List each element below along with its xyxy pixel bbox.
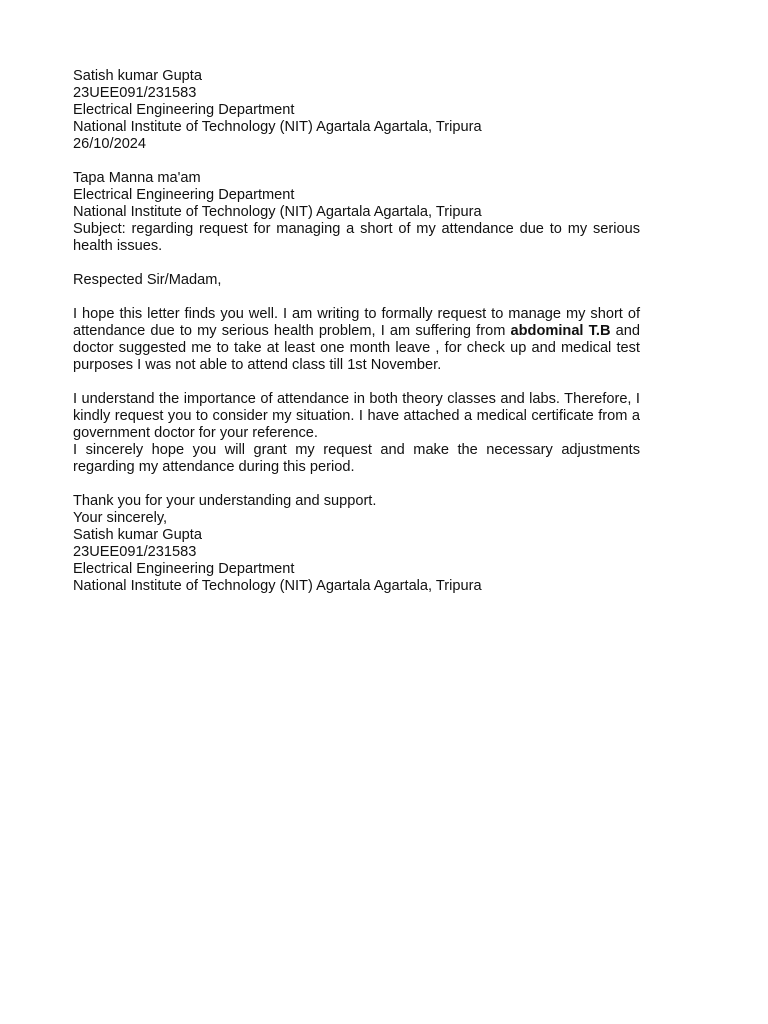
diagnosis-bold: abdominal T.B [510,323,611,339]
salutation: Respected Sir/Madam, [73,272,222,288]
sender-department: Electrical Engineering Department [73,102,295,118]
sender-name: Satish kumar Gupta [73,68,202,84]
recipient-block [73,170,640,221]
body-paragraph-3: I sincerely hope you will grant my request and make the necessary adjustments regarding my attendance during this period. [73,442,640,475]
recipient-department: Electrical Engineering Department [73,187,295,203]
spacer [73,153,640,170]
signature-name: Satish kumar Gupta [73,527,202,543]
closing-block [73,493,640,595]
sender-block [73,68,640,153]
recipient-name: Tapa Manna ma'am [73,170,201,186]
signature-department: Electrical Engineering Department [73,561,295,577]
signature-institute: National Institute of Technology (NIT) Agartala Agartala, Tripura [73,578,482,594]
spacer [73,476,640,493]
spacer [73,255,640,272]
body-p1-text-end: and doctor suggested me to take at least one month leave , for check up and medical test purposes I was not able to attend class till 1st November. [73,323,641,373]
body-p1-text-start: I hope this letter finds you well. I am writing to formally request to manage my short of attendance due to my serious health problem, I am suffering from [73,306,640,339]
spacer [73,374,640,391]
letter-content [73,68,640,595]
closing-signoff: Your sincerely, [73,510,168,526]
sender-roll: 23UEE091/231583 [73,85,197,101]
body-paragraph-2: I understand the importance of attendance in both theory classes and labs. Therefore, I kindly request you to consider my situation. I have attached a medical certificate from a government doctor for your reference. [73,391,640,441]
recipient-institute: National Institute of Technology (NIT) Agartala Agartala, Tripura [73,204,482,220]
body-paragraph-1 [73,306,640,374]
closing-thanks: Thank you for your understanding and support. [73,493,377,509]
subject-line: Subject: regarding request for managing a short of my attendance due to my serious health issues. [73,221,640,254]
sender-institute: National Institute of Technology (NIT) Agartala Agartala, Tripura [73,119,482,135]
spacer [73,289,640,306]
letter-date: 26/10/2024 [73,136,147,152]
signature-roll: 23UEE091/231583 [73,544,197,560]
